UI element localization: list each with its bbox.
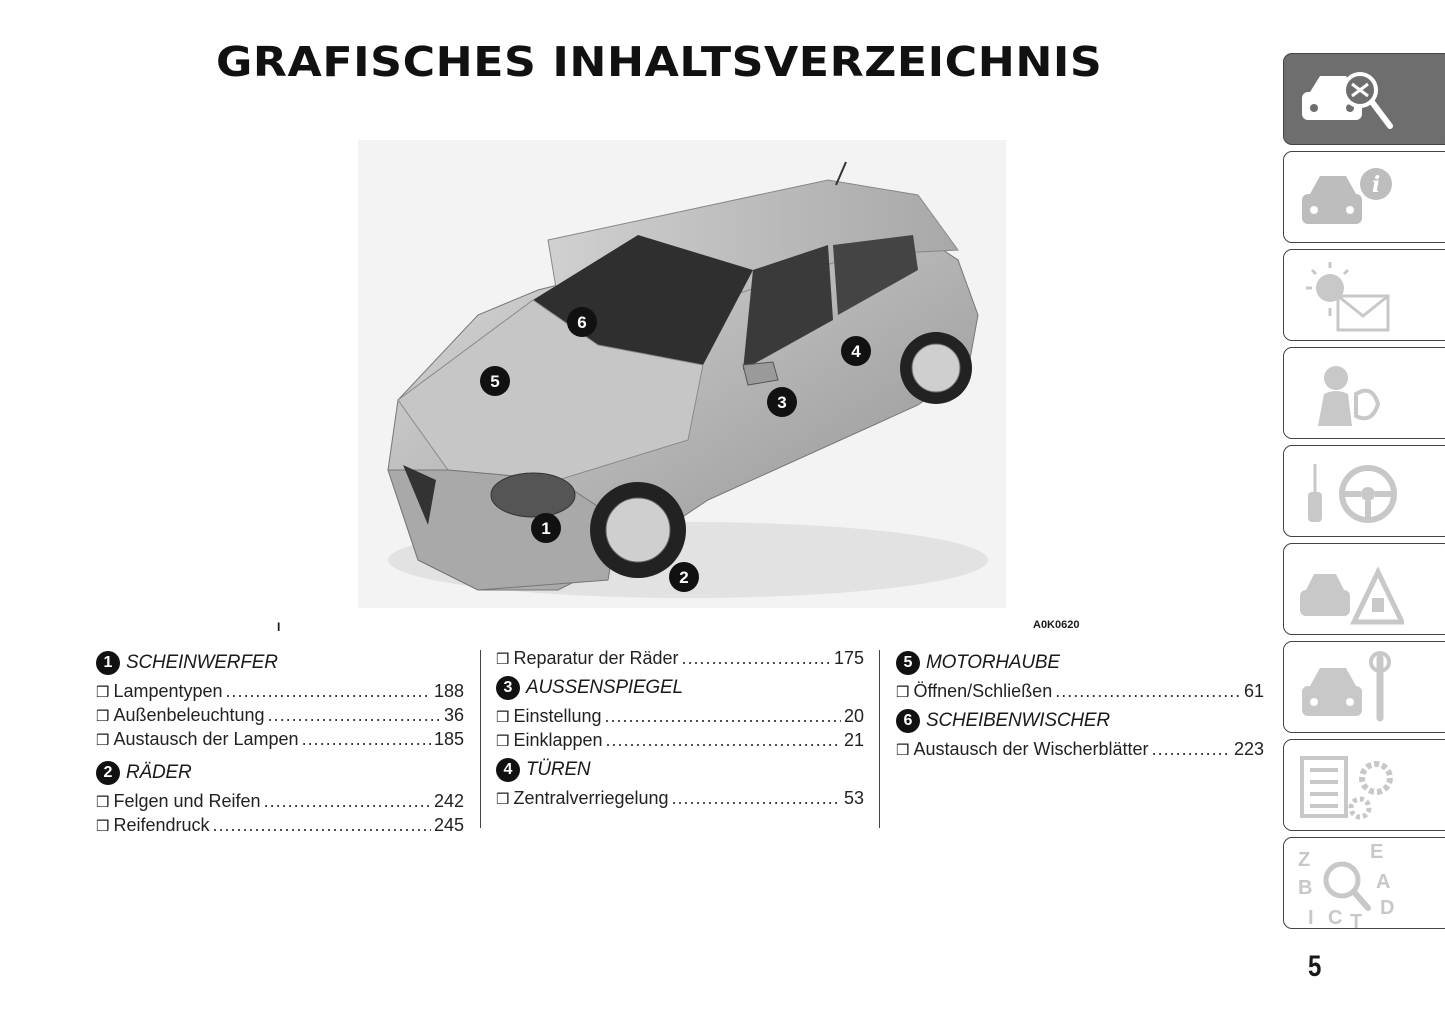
section-title: SCHEIBENWISCHER: [926, 710, 1110, 731]
specs-gears-icon: [1294, 746, 1404, 826]
index-letter: Z: [1298, 849, 1311, 871]
checkbox-bullet-icon: ❒: [96, 707, 110, 725]
entry-page: 53: [843, 788, 864, 808]
checkbox-bullet-icon: ❒: [496, 790, 510, 808]
car-search-icon: [1294, 60, 1404, 140]
index-letter: B: [1298, 877, 1313, 899]
entry-page: 188: [433, 681, 464, 701]
section-number-badge: 4: [496, 758, 520, 782]
index-letter: I: [1308, 907, 1314, 928]
index-entry[interactable]: [96, 813, 464, 837]
entry-label: Reifendruck: [113, 815, 210, 835]
entry-label: Zentralverriegelung: [513, 788, 669, 808]
alphabet-index-icon: [1294, 844, 1404, 928]
section-number-badge: 2: [96, 761, 120, 785]
checkbox-bullet-icon: ❒: [96, 731, 110, 749]
checkbox-bullet-icon: ❒: [896, 683, 910, 701]
checkbox-bullet-icon: ❒: [896, 741, 910, 759]
index-entry[interactable]: [896, 679, 1264, 703]
section-number-badge: 3: [496, 676, 520, 700]
section-heading: [896, 707, 1264, 735]
entry-label: Öffnen/Schließen: [913, 681, 1053, 701]
section-heading: [96, 649, 464, 677]
svg-text:1: 1: [541, 519, 551, 538]
section-heading: [896, 649, 1264, 677]
entry-page: 21: [843, 730, 864, 750]
svg-text:6: 6: [577, 313, 587, 332]
svg-text:3: 3: [777, 393, 787, 412]
section-title: TÜREN: [526, 759, 591, 780]
entry-label: Einstellung: [513, 706, 602, 726]
column-divider: [879, 650, 880, 828]
entry-label: Außenbeleuchtung: [113, 705, 265, 725]
key-steering-wheel-icon: [1294, 452, 1404, 532]
index-entry[interactable]: [96, 789, 464, 813]
section-title: MOTORHAUBE: [926, 652, 1060, 673]
index-entry[interactable]: [496, 728, 864, 752]
section-number-badge: 1: [96, 651, 120, 675]
entry-page: 20: [843, 706, 864, 726]
entry-label: Einklappen: [513, 730, 603, 750]
figure-code: A0K0620: [1033, 619, 1080, 631]
section-number-badge: 5: [896, 651, 920, 675]
figure-mark: I: [277, 620, 281, 634]
airbag-seat-icon: [1294, 354, 1404, 434]
entry-label: Austausch der Lampen: [113, 729, 299, 749]
section-title: AUSSENSPIEGEL: [526, 677, 683, 698]
section-heading: [496, 756, 864, 784]
entry-page: 185: [433, 729, 464, 749]
index-letter: A: [1376, 871, 1391, 893]
index-entry[interactable]: [96, 703, 464, 727]
section-title: RÄDER: [126, 762, 192, 783]
entry-page: 175: [833, 648, 864, 668]
entry-label: Lampentypen: [113, 681, 223, 701]
column-divider: [480, 650, 481, 828]
checkbox-bullet-icon: ❒: [496, 650, 510, 668]
entry-page: 242: [433, 791, 464, 811]
index-column-3: [896, 645, 1264, 761]
section-heading: [496, 674, 864, 702]
car-info-icon: [1294, 158, 1404, 238]
callout-5: [480, 366, 510, 396]
index-entry[interactable]: [896, 737, 1264, 761]
callout-3: [767, 387, 797, 417]
section-title: SCHEINWERFER: [126, 652, 278, 673]
index-column-2: [496, 645, 864, 810]
checkbox-bullet-icon: ❒: [96, 817, 110, 835]
tab-start-drive[interactable]: [1283, 445, 1445, 537]
svg-text:5: 5: [490, 372, 500, 391]
tab-car-info[interactable]: [1283, 151, 1445, 243]
car-illustration: [358, 140, 1006, 608]
svg-text:2: 2: [679, 568, 689, 587]
entry-label: Reparatur der Räder: [513, 648, 679, 668]
callout-2: [669, 562, 699, 592]
entry-page: 223: [1233, 739, 1264, 759]
index-entry[interactable]: [496, 646, 864, 670]
page-number: 5: [1308, 950, 1322, 983]
page-title: GRAFISCHES INHALTSVERZEICHNIS: [216, 38, 1103, 86]
car-wrench-icon: [1294, 648, 1404, 728]
tab-warning-lights[interactable]: [1283, 249, 1445, 341]
callout-6: [567, 307, 597, 337]
tab-safety[interactable]: [1283, 347, 1445, 439]
checkbox-bullet-icon: ❒: [496, 708, 510, 726]
callout-1: [531, 513, 561, 543]
warning-light-message-icon: [1294, 256, 1404, 336]
entry-label: Felgen und Reifen: [113, 791, 261, 811]
section-heading: [96, 759, 464, 787]
checkbox-bullet-icon: ❒: [96, 683, 110, 701]
entry-page: 245: [433, 815, 464, 835]
index-entry[interactable]: [96, 727, 464, 751]
index-entry[interactable]: [496, 786, 864, 810]
car-accident-warning-icon: [1294, 550, 1404, 630]
entry-page: 61: [1243, 681, 1264, 701]
tab-maintenance[interactable]: [1283, 641, 1445, 733]
section-number-badge: 6: [896, 709, 920, 733]
svg-text:4: 4: [851, 342, 861, 361]
index-letter: E: [1370, 844, 1384, 863]
index-column-1: [96, 645, 464, 837]
index-entry[interactable]: [496, 704, 864, 728]
entry-label: Austausch der Wischerblätter: [913, 739, 1149, 759]
tab-emergency[interactable]: [1283, 543, 1445, 635]
checkbox-bullet-icon: ❒: [496, 732, 510, 750]
tab-alphabetical-index[interactable]: [1283, 837, 1445, 929]
tab-technical-data[interactable]: [1283, 739, 1445, 831]
index-letter: C: [1328, 907, 1343, 928]
svg-text:i: i: [1371, 172, 1381, 198]
index-entry[interactable]: [96, 679, 464, 703]
callout-4: [841, 336, 871, 366]
index-letter: T: [1350, 911, 1363, 928]
checkbox-bullet-icon: ❒: [96, 793, 110, 811]
index-letter: D: [1380, 897, 1395, 919]
tab-car-search[interactable]: [1283, 53, 1445, 145]
entry-page: 36: [443, 705, 464, 725]
